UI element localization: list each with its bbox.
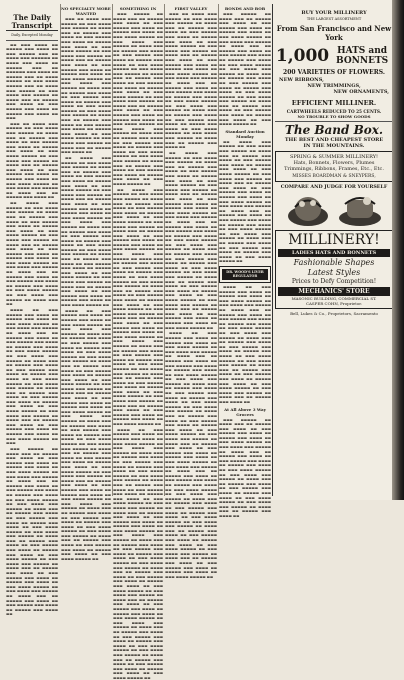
masthead-title: The Daily Transcript xyxy=(6,14,58,31)
text-block: ▬▬ ▬▬▬ ▬▬▬▬ ▬▬ ▬▬▬▬▬ ▬▬▬ ▬▬▬▬ ▬▬ ▬▬▬ ▬▬▬▬▬ ▬▬▬ ▬▬ ▬▬▬▬ ▬▬▬ ▬▬▬▬▬▬ ▬▬ ▬▬▬▬ ▬▬▬ ▬▬▬▬ ▬▬ ▬▬▬▬▬ ▬▬▬ ▬▬ ▬▬▬▬▬▬ ▬▬▬ ▬▬▬▬ ▬▬ ▬▬▬▬▬ ▬▬▬ ▬▬ ▬▬▬▬ ▬▬▬▬▬ ▬▬ ▬▬▬ ▬▬▬▬ ▬▬▬▬▬ ▬▬▬ ▬▬ ▬▬▬▬ ▬▬▬ ▬▬▬▬▬ ▬▬ ▬▬▬ ▬▬▬▬ ▬▬▬ ▬▬▬▬▬ ▬▬ ▬▬▬▬ ▬▬▬ ▬▬ ▬▬▬▬▬ ▬▬▬ ▬▬▬▬ ▬▬ ▬▬▬ ▬▬▬▬▬ ▬▬▬ ▬▬▬▬ ▬▬ ▬▬▬▬▬ ▬▬▬ ▬▬▬▬ ▬▬ ▬▬▬ xyxy=(6,42,58,121)
text-block: ▬▬▬ ▬▬ ▬▬▬▬ ▬▬▬ ▬▬▬▬▬ ▬▬ ▬▬▬ ▬▬▬▬ ▬▬▬ ▬▬▬▬▬ ▬▬ ▬▬▬▬ ▬▬▬ ▬▬ ▬▬▬▬▬ ▬▬▬ ▬▬▬▬ ▬▬ ▬▬▬ ▬▬▬▬▬ ▬▬▬ ▬▬▬▬ ▬▬ ▬▬▬▬▬ ▬▬▬ ▬▬▬▬ ▬▬ ▬▬▬ ▬▬▬▬ ▬▬▬▬▬ ▬▬ ▬▬▬ ▬▬▬▬ ▬▬▬ ▬▬▬▬▬ ▬▬ ▬▬▬▬ ▬▬▬ ▬▬ ▬▬▬▬▬ ▬▬▬ ▬▬▬▬ ▬▬ ▬▬▬ ▬▬▬▬▬ ▬▬▬ ▬▬▬▬ ▬▬ ▬▬▬▬▬ ▬▬▬ ▬▬▬▬ ▬▬ ▬▬▬ ▬▬▬▬ ▬▬▬▬▬ ▬▬ ▬▬▬ ▬▬▬▬ ▬▬▬ ▬▬▬▬▬ ▬▬ ▬▬▬▬ ▬▬▬ ▬▬ ▬▬▬▬▬ ▬▬▬ ▬▬▬▬ ▬▬ ▬▬▬ ▬▬▬▬▬ ▬▬▬ ▬▬▬▬ ▬▬ ▬▬▬▬▬ ▬▬▬ ▬▬▬▬ ▬▬ ▬▬▬ ▬▬▬▬ ▬▬▬▬▬ ▬▬ ▬▬▬ ▬▬▬▬ ▬▬▬ ▬▬▬▬▬ ▬▬ ▬▬▬▬ ▬▬▬ ▬▬ ▬▬▬▬▬ ▬▬▬ ▬▬▬▬ ▬▬ ▬▬▬ ▬▬▬▬▬ ▬▬▬ ▬▬▬▬ ▬▬ ▬▬▬▬▬ ▬▬▬ ▬▬▬▬ ▬▬ ▬▬▬ ▬▬▬▬ ▬▬▬▬▬ ▬▬ ▬▬▬ ▬▬▬▬ ▬▬▬ ▬▬▬▬▬ ▬▬ ▬▬▬▬ ▬▬▬ ▬▬ ▬▬▬▬▬ ▬▬▬ ▬▬▬▬ ▬▬ xyxy=(165,12,217,150)
section-heading: At All Above 3 Way Grocers xyxy=(224,406,266,417)
millinery-ad-bottom xyxy=(275,230,393,309)
text-block: ▬▬▬ ▬▬▬▬▬ ▬▬ ▬▬▬▬ ▬▬▬ ▬▬ ▬▬▬▬▬ ▬▬▬ ▬▬▬▬ ▬▬ ▬▬▬ ▬▬▬▬▬ ▬▬▬ ▬▬▬▬ ▬▬ ▬▬▬▬▬ ▬▬▬ ▬▬▬▬ ▬▬ ▬▬▬ ▬▬▬▬ ▬▬▬▬▬ ▬▬ ▬▬▬ ▬▬▬▬ ▬▬▬ ▬▬▬▬▬ ▬▬ ▬▬▬▬ ▬▬▬ ▬▬ ▬▬▬▬▬ ▬▬▬ ▬▬▬▬ ▬▬ ▬▬▬ ▬▬▬▬▬ ▬▬▬ ▬▬▬▬ ▬▬ ▬▬▬▬▬ ▬▬▬ ▬▬▬▬ ▬▬ ▬▬▬ ▬▬▬▬ ▬▬▬▬▬ ▬▬ ▬▬▬ ▬▬▬▬ ▬▬▬ ▬▬▬▬▬ ▬▬ ▬▬▬▬ ▬▬▬ ▬▬ ▬▬▬▬▬ ▬▬▬ ▬▬▬▬ ▬▬ ▬▬▬ ▬▬▬▬▬ ▬▬▬ ▬▬▬▬ ▬▬ ▬▬▬▬▬ ▬▬▬ ▬▬▬▬ ▬▬ ▬▬▬ ▬▬▬▬ ▬▬▬▬▬ ▬▬ ▬▬▬ ▬▬▬▬ ▬▬▬ ▬▬▬▬▬ ▬▬ ▬▬▬▬ ▬▬▬ ▬▬ ▬▬▬▬▬ ▬▬▬ ▬▬▬▬ ▬▬ xyxy=(219,417,271,518)
spring-summer-title: SPRING & SUMMER MILLINERY! xyxy=(289,154,379,160)
ad-headline: BUY YOUR MILLINERY xyxy=(301,10,367,16)
text-block: ▬▬▬▬ ▬▬ ▬▬▬ ▬▬▬▬▬ ▬▬▬ ▬▬▬▬ ▬▬ ▬▬▬▬▬ ▬▬▬ ▬▬▬▬ ▬▬ ▬▬▬ ▬▬▬▬ ▬▬▬▬▬ ▬▬ ▬▬▬ ▬▬▬▬ ▬▬▬ ▬▬▬▬▬ ▬▬ ▬▬▬▬ ▬▬▬ ▬▬ ▬▬▬▬▬ ▬▬▬ ▬▬▬▬ ▬▬ ▬▬▬ ▬▬▬▬▬ ▬▬▬ ▬▬▬▬ ▬▬ ▬▬▬▬▬ ▬▬▬ ▬▬▬▬ ▬▬ ▬▬▬ ▬▬▬▬ ▬▬▬▬▬ ▬▬ ▬▬▬ ▬▬▬▬ ▬▬▬ ▬▬▬▬▬ ▬▬ ▬▬▬▬ ▬▬▬ ▬▬ ▬▬▬▬▬ ▬▬▬ ▬▬▬▬ ▬▬ ▬▬▬ ▬▬▬▬▬ ▬▬▬ ▬▬▬▬ ▬▬ ▬▬▬▬▬ ▬▬▬ ▬▬▬▬ ▬▬ ▬▬▬ ▬▬▬▬ ▬▬▬▬▬ ▬▬ ▬▬▬ ▬▬▬▬ ▬▬▬ ▬▬▬▬▬ ▬▬ ▬▬▬▬ ▬▬▬ ▬▬ ▬▬▬▬▬ ▬▬▬ ▬▬▬▬ ▬▬ ▬▬▬ ▬▬▬▬▬ ▬▬▬ ▬▬▬▬ ▬▬ ▬▬▬▬▬ ▬▬▬ ▬▬▬▬ ▬▬ ▬▬▬ ▬▬▬▬ ▬▬▬▬▬ ▬▬ ▬▬▬ ▬▬▬▬ ▬▬▬ ▬▬▬▬▬ ▬▬ ▬▬▬▬ ▬▬▬ ▬▬ ▬▬▬▬▬ ▬▬▬ ▬▬▬▬ ▬▬ xyxy=(219,285,271,404)
ad-cities: From San Francisco and New York xyxy=(276,24,392,42)
text-block: ▬▬ ▬▬▬▬ ▬▬▬ ▬▬▬▬▬ ▬▬ ▬▬▬ ▬▬▬▬ ▬▬▬ ▬▬▬▬▬ ▬▬ ▬▬▬▬ ▬▬▬ ▬▬ ▬▬▬▬▬ ▬▬▬ ▬▬▬▬ ▬▬ ▬▬▬ ▬▬▬▬▬ ▬▬▬ ▬▬▬▬ ▬▬ ▬▬▬▬▬ ▬▬▬ ▬▬▬▬ ▬▬ ▬▬▬ ▬▬▬▬ ▬▬▬▬▬ ▬▬ ▬▬▬ ▬▬▬▬ ▬▬▬ ▬▬▬▬▬ ▬▬ ▬▬▬▬ ▬▬▬ ▬▬ ▬▬▬▬▬ ▬▬▬ ▬▬▬▬ ▬▬ ▬▬▬ ▬▬▬▬▬ ▬▬▬ ▬▬▬▬ ▬▬ ▬▬▬▬▬ ▬▬▬ ▬▬▬▬ ▬▬ ▬▬▬ ▬▬▬▬ ▬▬▬▬▬ ▬▬ ▬▬▬ ▬▬▬▬ ▬▬▬ ▬▬▬▬▬ ▬▬ ▬▬▬▬ ▬▬▬ ▬▬ ▬▬▬▬▬ ▬▬▬ ▬▬▬▬ ▬▬ ▬▬▬ ▬▬▬▬▬ ▬▬▬ ▬▬▬▬ ▬▬ ▬▬▬▬▬ ▬▬▬ ▬▬▬▬ ▬▬ ▬▬▬ ▬▬▬▬ ▬▬▬▬▬ ▬▬ ▬▬▬ ▬▬▬▬ ▬▬▬ ▬▬▬▬▬ ▬▬ ▬▬▬▬ ▬▬▬ ▬▬ xyxy=(6,201,58,307)
latest-styles: Latest Styles xyxy=(307,268,361,277)
spring-hats: Hats, Bonnets, Flowers, Plumes xyxy=(293,160,375,166)
compare-text: COMPARE AND JUDGE FOR YOURSELF xyxy=(280,184,388,190)
column-3 xyxy=(112,4,163,680)
text-block: ▬▬ ▬▬▬▬ ▬▬▬ ▬▬▬▬▬ ▬▬ ▬▬▬ ▬▬▬▬ ▬▬▬ ▬▬▬▬▬ ▬▬ ▬▬▬▬ ▬▬▬ ▬▬ ▬▬▬▬▬ ▬▬▬ ▬▬▬▬ ▬▬ ▬▬▬ ▬▬▬▬▬ ▬▬▬ ▬▬▬▬ ▬▬ ▬▬▬▬▬ ▬▬▬ ▬▬▬▬ ▬▬ ▬▬▬ ▬▬▬▬ ▬▬▬▬▬ ▬▬ ▬▬▬ ▬▬▬▬ ▬▬▬ ▬▬▬▬▬ ▬▬ ▬▬▬▬ ▬▬▬ ▬▬ ▬▬▬▬▬ ▬▬▬ ▬▬▬▬ ▬▬ ▬▬▬ ▬▬▬▬▬ ▬▬▬ ▬▬▬▬ ▬▬ ▬▬▬▬▬ ▬▬▬ ▬▬▬▬ ▬▬ ▬▬▬ ▬▬▬▬ ▬▬▬▬▬ ▬▬ ▬▬▬ ▬▬▬▬ ▬▬▬ ▬▬▬▬▬ ▬▬ ▬▬▬▬ ▬▬▬ ▬▬ ▬▬▬▬▬ ▬▬▬ ▬▬▬▬ ▬▬ ▬▬▬ ▬▬▬▬▬ ▬▬▬ ▬▬▬▬ ▬▬ ▬▬▬▬▬ ▬▬▬ ▬▬▬▬ ▬▬ ▬▬▬ ▬▬▬▬ ▬▬▬▬▬ ▬▬ ▬▬▬ ▬▬▬▬ ▬▬▬ ▬▬▬▬▬ ▬▬ ▬▬▬▬ ▬▬▬ ▬▬ ▬▬▬▬▬ ▬▬▬ ▬▬▬▬ ▬▬ ▬▬▬ ▬▬▬▬▬ ▬▬▬ ▬▬▬▬ ▬▬ ▬▬▬▬▬ ▬▬▬ ▬▬▬▬ ▬▬ ▬▬▬ ▬▬▬▬ ▬▬▬▬▬ ▬▬ ▬▬▬ ▬▬▬▬ ▬▬▬ ▬▬▬▬▬ ▬▬ ▬▬▬▬ ▬▬▬ ▬▬ ▬▬▬▬▬ ▬▬▬ ▬▬▬▬ ▬▬ ▬▬▬ ▬▬▬▬▬ ▬▬▬ ▬▬▬▬ ▬▬ ▬▬▬▬▬ ▬▬▬ ▬▬▬▬ ▬▬ ▬▬▬ ▬▬▬▬ ▬▬▬▬▬ ▬▬ ▬▬▬ ▬▬▬▬ ▬▬▬ ▬▬▬▬▬ ▬▬ ▬▬▬▬ ▬▬▬ ▬▬ ▬▬▬▬▬ ▬▬▬ ▬▬▬▬ ▬▬ ▬▬▬ ▬▬▬▬▬ ▬▬▬ ▬▬▬▬ ▬▬ ▬▬▬▬▬ ▬▬▬ ▬▬▬▬ ▬▬ ▬▬▬ ▬▬▬▬ ▬▬▬▬▬ ▬▬ xyxy=(165,151,217,330)
spring-trimmings: Trimmings, Ribbons, Frames, Etc., Etc. xyxy=(284,166,384,172)
text-block: ▬▬▬▬ ▬▬ ▬▬▬ ▬▬▬▬▬ ▬▬▬ ▬▬▬▬ ▬▬ ▬▬▬▬▬ ▬▬▬ ▬▬▬▬ ▬▬ ▬▬▬ ▬▬▬▬ ▬▬▬▬▬ ▬▬ ▬▬▬ ▬▬▬▬ ▬▬▬ ▬▬▬▬▬ ▬▬ ▬▬▬▬ ▬▬▬ ▬▬ ▬▬▬▬▬ ▬▬▬ ▬▬▬▬ ▬▬ ▬▬▬ ▬▬▬▬▬ ▬▬▬ ▬▬▬▬ ▬▬ ▬▬▬▬▬ ▬▬▬ ▬▬▬▬ ▬▬ ▬▬▬ ▬▬▬▬ ▬▬▬▬▬ ▬▬ ▬▬▬ ▬▬▬▬ ▬▬▬ ▬▬▬▬▬ ▬▬ ▬▬▬▬ ▬▬▬ ▬▬ ▬▬▬▬▬ ▬▬▬ ▬▬▬▬ ▬▬ ▬▬▬ ▬▬▬▬▬ ▬▬▬ ▬▬▬▬ ▬▬ ▬▬▬▬▬ ▬▬▬ ▬▬▬▬ ▬▬ ▬▬▬ ▬▬▬▬ ▬▬▬▬▬ ▬▬ ▬▬▬ ▬▬▬▬ ▬▬▬ ▬▬▬▬▬ ▬▬ ▬▬▬▬ ▬▬▬ ▬▬ ▬▬▬▬▬ ▬▬▬ ▬▬▬▬ ▬▬ ▬▬▬ ▬▬▬▬▬ ▬▬▬ ▬▬▬▬ ▬▬ ▬▬▬▬▬ ▬▬▬ ▬▬▬▬ ▬▬ ▬▬▬ ▬▬▬▬ ▬▬▬▬▬ ▬▬ ▬▬▬ ▬▬▬▬ ▬▬▬ ▬▬▬▬▬ ▬▬ ▬▬▬▬ ▬▬▬ ▬▬ ▬▬▬▬▬ ▬▬▬ ▬▬▬▬ ▬▬ ▬▬▬ ▬▬▬▬▬ ▬▬▬ ▬▬▬▬ ▬▬ ▬▬▬▬▬ ▬▬▬ ▬▬▬▬ ▬▬ ▬▬▬ ▬▬▬▬ ▬▬▬▬▬ ▬▬ ▬▬▬ ▬▬▬▬ ▬▬▬ ▬▬▬▬▬ ▬▬ ▬▬▬▬ ▬▬▬ ▬▬ ▬▬▬▬▬ ▬▬▬ ▬▬▬▬ ▬▬ ▬▬▬ ▬▬▬▬▬ ▬▬▬ ▬▬▬▬ ▬▬ ▬▬▬▬▬ ▬▬▬ ▬▬▬▬ ▬▬ ▬▬▬ ▬▬▬▬ ▬▬▬▬▬ ▬▬ ▬▬▬ ▬▬▬▬ ▬▬▬ ▬▬▬▬▬ ▬▬ ▬▬▬▬ ▬▬▬ ▬▬ ▬▬▬▬▬ ▬▬▬ ▬▬▬▬ ▬▬ ▬▬▬ ▬▬▬▬▬ ▬▬▬ ▬▬▬▬ ▬▬ ▬▬▬▬▬ ▬▬▬ ▬▬▬▬ ▬▬ ▬▬▬ ▬▬▬▬ ▬▬▬▬▬ ▬▬ ▬▬▬ ▬▬▬▬ ▬▬▬ ▬▬▬▬▬ ▬▬ ▬▬▬▬ ▬▬▬ ▬▬ ▬▬▬▬▬ ▬▬▬ ▬▬▬▬ ▬▬ ▬▬▬ ▬▬▬▬▬ ▬▬▬ ▬▬▬▬ ▬▬ ▬▬▬▬▬ ▬▬▬ ▬▬▬▬ ▬▬ ▬▬▬ ▬▬▬▬ ▬▬▬▬▬ ▬▬ ▬▬▬ ▬▬▬▬ ▬▬▬ ▬▬▬▬▬ ▬▬ ▬▬▬▬ ▬▬▬ ▬▬ ▬▬▬▬▬ ▬▬▬ ▬▬▬▬ ▬▬ ▬▬▬ ▬▬▬▬▬ ▬▬▬ ▬▬▬▬ ▬▬ ▬▬▬▬▬ ▬▬▬ ▬▬▬▬ ▬▬ ▬▬▬ ▬▬▬▬ ▬▬▬▬▬ ▬▬ xyxy=(61,308,111,561)
ad-varieties: 200 VARIETIES OF FLOWERS. xyxy=(283,69,385,76)
spring-boardman: MISSES BOARDMAN & SNEYPERS, xyxy=(292,174,376,179)
column-heading: FIRST VALLEY xyxy=(174,6,208,11)
dr-wood-ad xyxy=(219,266,271,283)
band-box-ad xyxy=(275,124,393,149)
ad-number: 1,000 xyxy=(275,46,330,66)
text-block: ▬▬▬ ▬▬▬▬▬ ▬▬ ▬▬▬▬ ▬▬▬ ▬▬ ▬▬▬▬▬ ▬▬▬ ▬▬▬▬ ▬▬ ▬▬▬ ▬▬▬▬▬ ▬▬▬ ▬▬▬▬ ▬▬ ▬▬▬▬▬ ▬▬▬ ▬▬▬▬ ▬▬ ▬▬▬ ▬▬▬▬ ▬▬▬▬▬ ▬▬ ▬▬▬ ▬▬▬▬ ▬▬▬ ▬▬▬▬▬ ▬▬ ▬▬▬▬ ▬▬▬ ▬▬ ▬▬▬▬▬ ▬▬▬ ▬▬▬▬ ▬▬ ▬▬▬ ▬▬▬▬▬ ▬▬▬ ▬▬▬▬ ▬▬ ▬▬▬▬▬ ▬▬▬ ▬▬▬▬ ▬▬ ▬▬▬ ▬▬▬▬ ▬▬▬▬▬ ▬▬ ▬▬▬ ▬▬▬▬ ▬▬▬ ▬▬▬▬▬ ▬▬ ▬▬▬▬ ▬▬▬ ▬▬ ▬▬▬▬▬ ▬▬▬ ▬▬▬▬ ▬▬ ▬▬▬ ▬▬▬▬▬ ▬▬▬ ▬▬▬▬ ▬▬ ▬▬▬▬▬ ▬▬▬ ▬▬▬▬ ▬▬ ▬▬▬ ▬▬▬▬ ▬▬▬▬▬ ▬▬ ▬▬▬ ▬▬▬▬ ▬▬▬ ▬▬▬▬▬ ▬▬ ▬▬▬▬ ▬▬▬ ▬▬ ▬▬▬▬▬ ▬▬▬ ▬▬▬▬ ▬▬ ▬▬▬ ▬▬▬▬▬ ▬▬▬ ▬▬▬▬ ▬▬ ▬▬▬▬▬ ▬▬▬ ▬▬▬▬ ▬▬ ▬▬▬ ▬▬▬▬ ▬▬▬▬▬ ▬▬ xyxy=(219,12,271,127)
column-1 xyxy=(6,4,58,617)
ad-trimmings: NEW TRIMMINGS, xyxy=(307,83,361,89)
masthead-subtitle: Daily, Excepted Monday xyxy=(11,33,53,37)
band-box-title: The Band Box. xyxy=(284,123,384,137)
column-heading: NO SPECIALTY MORE WANTED xyxy=(61,6,111,16)
text-block: ▬▬ ▬▬▬▬ ▬▬▬ ▬▬▬▬▬ ▬▬ ▬▬▬ ▬▬▬▬ ▬▬▬ ▬▬▬▬▬ ▬▬ ▬▬▬▬ ▬▬▬ ▬▬ ▬▬▬▬▬ ▬▬▬ ▬▬▬▬ ▬▬ ▬▬▬ ▬▬▬▬▬ ▬▬▬ ▬▬▬▬ ▬▬ ▬▬▬▬▬ ▬▬▬ ▬▬▬▬ ▬▬ ▬▬▬ ▬▬▬▬ ▬▬▬▬▬ ▬▬ ▬▬▬ ▬▬▬▬ ▬▬▬ ▬▬▬▬▬ ▬▬ ▬▬▬▬ ▬▬▬ ▬▬ ▬▬▬▬▬ ▬▬▬ ▬▬▬▬ ▬▬ ▬▬▬ ▬▬▬▬▬ ▬▬▬ ▬▬▬▬ ▬▬ ▬▬▬▬▬ ▬▬▬ ▬▬▬▬ ▬▬ ▬▬▬ ▬▬▬▬ ▬▬▬▬▬ ▬▬ ▬▬▬ ▬▬▬▬ ▬▬▬ ▬▬▬▬▬ ▬▬ ▬▬▬▬ ▬▬▬ ▬▬ ▬▬▬▬▬ ▬▬▬ ▬▬▬▬ ▬▬ ▬▬▬ ▬▬▬▬▬ ▬▬▬ ▬▬▬▬ ▬▬ ▬▬▬▬▬ ▬▬▬ ▬▬▬▬ ▬▬ ▬▬▬ ▬▬▬▬ ▬▬▬▬▬ ▬▬ ▬▬▬ ▬▬▬▬ ▬▬▬ ▬▬▬▬▬ ▬▬ ▬▬▬▬ ▬▬▬ ▬▬ ▬▬▬▬▬ ▬▬▬ ▬▬▬▬ ▬▬ ▬▬▬ ▬▬▬▬▬ ▬▬▬ ▬▬▬▬ ▬▬ ▬▬▬▬▬ ▬▬▬ ▬▬▬▬ ▬▬ ▬▬▬ ▬▬▬▬ ▬▬▬▬▬ ▬▬ ▬▬▬ ▬▬▬▬ ▬▬▬ ▬▬▬▬▬ ▬▬ ▬▬▬▬ ▬▬▬ ▬▬ ▬▬▬▬▬ ▬▬▬ ▬▬▬▬ ▬▬ ▬▬▬ ▬▬▬▬▬ ▬▬▬ ▬▬▬▬ ▬▬ ▬▬▬▬▬ ▬▬▬ ▬▬▬▬ ▬▬ ▬▬▬ ▬▬▬▬ ▬▬▬▬▬ ▬▬ ▬▬▬ ▬▬▬▬ ▬▬▬ ▬▬▬▬▬ ▬▬ ▬▬▬▬ ▬▬▬ ▬▬ ▬▬▬▬▬ ▬▬▬ ▬▬▬▬ ▬▬ ▬▬▬ ▬▬▬▬▬ ▬▬▬ ▬▬▬▬ ▬▬ ▬▬▬▬▬ ▬▬▬ ▬▬▬▬ ▬▬ ▬▬▬ ▬▬▬▬ ▬▬▬▬▬ ▬▬ ▬▬▬ ▬▬▬▬ ▬▬▬ ▬▬▬▬▬ ▬▬ ▬▬▬▬ ▬▬▬ ▬▬ ▬▬▬▬▬ ▬▬▬ ▬▬▬▬ ▬▬ ▬▬▬ ▬▬▬▬▬ ▬▬▬ ▬▬▬▬ ▬▬ ▬▬▬▬▬ ▬▬▬ ▬▬▬▬ ▬▬ ▬▬▬ ▬▬▬▬ ▬▬▬▬▬ ▬▬ ▬▬▬ ▬▬▬▬ ▬▬▬ ▬▬▬▬▬ ▬▬ ▬▬▬▬ ▬▬▬ ▬▬ ▬▬▬▬▬ ▬▬▬ ▬▬▬▬ ▬▬ ▬▬▬ ▬▬▬▬▬ ▬▬▬ ▬▬▬▬ ▬▬ ▬▬▬▬▬ ▬▬▬ ▬▬▬▬ ▬▬ ▬▬▬ ▬▬▬▬ ▬▬▬▬▬ ▬▬ xyxy=(113,187,163,427)
prices-defy: Prices to Defy Competition! xyxy=(291,278,377,285)
text-block: ▬▬▬ ▬▬ ▬▬▬▬ ▬▬▬ ▬▬▬▬▬ ▬▬ ▬▬▬ ▬▬▬▬ ▬▬▬ ▬▬▬▬▬ ▬▬ ▬▬▬▬ ▬▬▬ ▬▬ ▬▬▬▬▬ ▬▬▬ ▬▬▬▬ ▬▬ ▬▬▬ ▬▬▬▬▬ ▬▬▬ ▬▬▬▬ ▬▬ ▬▬▬▬▬ ▬▬▬ ▬▬▬▬ ▬▬ ▬▬▬ ▬▬▬▬ ▬▬▬▬▬ ▬▬ ▬▬▬ ▬▬▬▬ ▬▬▬ ▬▬▬▬▬ ▬▬ ▬▬▬▬ ▬▬▬ ▬▬ ▬▬▬▬▬ ▬▬▬ ▬▬▬▬ ▬▬ ▬▬▬ ▬▬▬▬▬ ▬▬▬ ▬▬▬▬ ▬▬ ▬▬▬▬▬ ▬▬▬ ▬▬▬▬ ▬▬ ▬▬▬ ▬▬▬▬ ▬▬▬▬▬ ▬▬ ▬▬▬ ▬▬▬▬ ▬▬▬ ▬▬▬▬▬ ▬▬ ▬▬▬▬ ▬▬▬ ▬▬ ▬▬▬▬▬ ▬▬▬ ▬▬▬▬ ▬▬ xyxy=(6,121,58,200)
ad-line: THE LARGEST ASSORTMENT xyxy=(306,17,362,21)
spring-summer-ad xyxy=(275,151,393,182)
millinery-ad-top xyxy=(275,10,393,119)
band-box-best: THE BEST AND CHEAPEST STORE xyxy=(284,137,384,143)
ad-ribbons: NEW RIBBONS, xyxy=(279,77,324,83)
ad-hats: HATS and BONNETS xyxy=(336,46,389,66)
millinery-big: MILLINERY! xyxy=(288,232,380,248)
ad-efficient: EFFICIENT MILLINER. xyxy=(291,99,377,107)
column-2 xyxy=(60,4,111,561)
page-binding-edge xyxy=(392,0,404,500)
text-block: ▬▬▬ ▬▬ ▬▬▬▬ ▬▬▬ ▬▬▬▬▬ ▬▬ ▬▬▬ ▬▬▬▬ ▬▬▬ ▬▬▬▬▬ ▬▬ ▬▬▬▬ ▬▬▬ ▬▬ ▬▬▬▬▬ ▬▬▬ ▬▬▬▬ ▬▬ ▬▬▬ ▬▬▬▬▬ ▬▬▬ ▬▬▬▬ ▬▬ ▬▬▬▬▬ ▬▬▬ ▬▬▬▬ ▬▬ ▬▬▬ ▬▬▬▬ ▬▬▬▬▬ ▬▬ ▬▬▬ ▬▬▬▬ ▬▬▬ ▬▬▬▬▬ ▬▬ ▬▬▬▬ ▬▬▬ ▬▬ ▬▬▬▬▬ ▬▬▬ ▬▬▬▬ ▬▬ ▬▬▬ ▬▬▬▬▬ ▬▬▬ ▬▬▬▬ ▬▬ ▬▬▬▬▬ ▬▬▬ ▬▬▬▬ ▬▬ ▬▬▬ ▬▬▬▬ ▬▬▬▬▬ ▬▬ ▬▬▬ ▬▬▬▬ ▬▬▬ ▬▬▬▬▬ ▬▬ ▬▬▬▬ ▬▬▬ ▬▬ ▬▬▬▬▬ ▬▬▬ ▬▬▬▬ ▬▬ ▬▬▬ ▬▬▬▬▬ ▬▬▬ ▬▬▬▬ ▬▬ ▬▬▬▬▬ ▬▬▬ ▬▬▬▬ ▬▬ ▬▬▬ ▬▬▬▬ ▬▬▬▬▬ ▬▬ ▬▬▬ ▬▬▬▬ ▬▬▬ ▬▬▬▬▬ ▬▬ ▬▬▬▬ ▬▬▬ ▬▬ ▬▬▬▬▬ ▬▬▬ ▬▬▬▬ ▬▬ ▬▬▬ ▬▬▬▬▬ ▬▬▬ ▬▬▬▬ ▬▬ ▬▬▬▬▬ ▬▬▬ ▬▬▬▬ ▬▬ ▬▬▬ ▬▬▬▬ ▬▬▬▬▬ ▬▬ ▬▬▬ ▬▬▬▬ ▬▬▬ ▬▬▬▬▬ ▬▬ ▬▬▬▬ ▬▬▬ ▬▬ ▬▬▬▬▬ ▬▬▬ ▬▬▬▬ ▬▬ xyxy=(61,17,111,155)
ad-ornaments: NEW ORNAMENTS, xyxy=(333,89,389,95)
masonic-building: MASONIC BUILDING, COMMERCIAL ST. xyxy=(291,296,377,301)
column-4 xyxy=(164,4,217,579)
text-block: ▬▬▬▬ ▬▬ ▬▬▬ ▬▬▬▬▬ ▬▬▬ ▬▬▬▬ ▬▬ ▬▬▬▬▬ ▬▬▬ ▬▬▬▬ ▬▬ ▬▬▬ ▬▬▬▬ ▬▬▬▬▬ ▬▬ ▬▬▬ ▬▬▬▬ ▬▬▬ ▬▬▬▬▬ ▬▬ ▬▬▬▬ ▬▬▬ ▬▬ ▬▬▬▬▬ ▬▬▬ ▬▬▬▬ ▬▬ ▬▬▬ ▬▬▬▬▬ ▬▬▬ ▬▬▬▬ ▬▬ ▬▬▬▬▬ ▬▬▬ ▬▬▬▬ ▬▬ ▬▬▬ ▬▬▬▬ ▬▬▬▬▬ ▬▬ ▬▬▬ ▬▬▬▬ ▬▬▬ ▬▬▬▬▬ ▬▬ ▬▬▬▬ ▬▬▬ ▬▬ ▬▬▬▬▬ ▬▬▬ ▬▬▬▬ ▬▬ ▬▬▬ ▬▬▬▬▬ ▬▬▬ ▬▬▬▬ ▬▬ ▬▬▬▬▬ ▬▬▬ ▬▬▬▬ ▬▬ ▬▬▬ ▬▬▬▬ ▬▬▬▬▬ ▬▬ ▬▬▬ ▬▬▬▬ ▬▬▬ ▬▬▬▬▬ ▬▬ ▬▬▬▬ ▬▬▬ ▬▬ ▬▬▬▬▬ ▬▬▬ ▬▬▬▬ ▬▬ ▬▬▬ ▬▬▬▬▬ ▬▬▬ ▬▬▬▬ ▬▬ ▬▬▬▬▬ ▬▬▬ ▬▬▬▬ ▬▬ ▬▬▬ ▬▬▬▬ ▬▬▬▬▬ ▬▬ ▬▬▬ ▬▬▬▬ ▬▬▬ ▬▬▬▬▬ ▬▬ ▬▬▬▬ ▬▬▬ ▬▬ ▬▬▬▬▬ ▬▬▬ ▬▬▬▬ ▬▬ ▬▬▬ ▬▬▬▬▬ ▬▬▬ ▬▬▬▬ ▬▬ ▬▬▬▬▬ ▬▬▬ ▬▬▬▬ ▬▬ ▬▬▬ ▬▬▬▬ ▬▬▬▬▬ ▬▬ ▬▬▬ xyxy=(6,308,58,446)
bonnet-illustration xyxy=(285,192,331,228)
text-block: ▬▬ ▬▬▬▬ ▬▬▬ ▬▬▬▬▬ ▬▬ ▬▬▬ ▬▬▬▬ ▬▬▬ ▬▬▬▬▬ ▬▬ ▬▬▬▬ ▬▬▬ ▬▬ ▬▬▬▬▬ ▬▬▬ ▬▬▬▬ ▬▬ ▬▬▬ ▬▬▬▬▬ ▬▬▬ ▬▬▬▬ ▬▬ ▬▬▬▬▬ ▬▬▬ ▬▬▬▬ ▬▬ ▬▬▬ ▬▬▬▬ ▬▬▬▬▬ ▬▬ ▬▬▬ ▬▬▬▬ ▬▬▬ ▬▬▬▬▬ ▬▬ ▬▬▬▬ ▬▬▬ ▬▬ ▬▬▬▬▬ ▬▬▬ ▬▬▬▬ ▬▬ ▬▬▬ ▬▬▬▬▬ ▬▬▬ ▬▬▬▬ ▬▬ ▬▬▬▬▬ ▬▬▬ ▬▬▬▬ ▬▬ ▬▬▬ ▬▬▬▬ ▬▬▬▬▬ ▬▬ ▬▬▬ ▬▬▬▬ ▬▬▬ ▬▬▬▬▬ ▬▬ ▬▬▬▬ ▬▬▬ ▬▬ ▬▬▬▬▬ ▬▬▬ ▬▬▬▬ ▬▬ ▬▬▬ ▬▬▬▬▬ ▬▬▬ ▬▬▬▬ ▬▬ ▬▬▬▬▬ ▬▬▬ ▬▬▬▬ ▬▬ ▬▬▬ ▬▬▬▬ ▬▬▬▬▬ ▬▬ ▬▬▬ ▬▬▬▬ ▬▬▬ ▬▬▬▬▬ ▬▬ ▬▬▬▬ ▬▬▬ ▬▬ ▬▬▬▬▬ ▬▬▬ ▬▬▬▬ ▬▬ ▬▬▬ ▬▬▬▬▬ ▬▬▬ ▬▬▬▬ ▬▬ ▬▬▬▬▬ ▬▬▬ ▬▬▬▬ ▬▬ ▬▬▬ ▬▬▬▬ ▬▬▬▬▬ ▬▬ ▬▬▬ ▬▬▬▬ ▬▬▬ ▬▬▬▬▬ ▬▬ ▬▬▬▬ ▬▬▬ ▬▬ ▬▬▬▬▬ ▬▬▬ ▬▬▬▬ ▬▬ ▬▬▬ ▬▬▬▬▬ ▬▬▬ ▬▬▬▬ ▬▬ ▬▬▬▬▬ ▬▬▬ ▬▬▬▬ ▬▬ ▬▬▬ ▬▬▬▬ ▬▬▬▬▬ ▬▬ xyxy=(61,156,111,307)
band-box-mountains: IN THE MOUNTAINS. xyxy=(303,143,365,149)
mechanics-store: MECHANICS' STORE xyxy=(278,287,390,296)
advertisement-column xyxy=(272,4,393,496)
divider xyxy=(6,40,58,41)
bell-lukes: Bell, Lukes & Co., Proprietors, Sacramento xyxy=(290,311,378,316)
hat-illustration xyxy=(337,192,383,228)
ladies-hats: LADIES HATS AND BONNETS xyxy=(278,249,390,257)
column-heading: BONDS AND BOB xyxy=(224,6,266,11)
text-block: ▬▬▬ ▬▬▬▬▬ ▬▬ ▬▬▬▬ ▬▬▬ ▬▬ ▬▬▬▬▬ ▬▬▬ ▬▬▬▬ ▬▬ ▬▬▬ ▬▬▬▬▬ ▬▬▬ ▬▬▬▬ ▬▬ ▬▬▬▬▬ ▬▬▬ ▬▬▬▬ ▬▬ ▬▬▬ ▬▬▬▬ ▬▬▬▬▬ ▬▬ ▬▬▬ ▬▬▬▬ ▬▬▬ ▬▬▬▬▬ ▬▬ ▬▬▬▬ ▬▬▬ ▬▬ ▬▬▬▬▬ ▬▬▬ ▬▬▬▬ ▬▬ ▬▬▬ ▬▬▬▬▬ ▬▬▬ ▬▬▬▬ ▬▬ ▬▬▬▬▬ ▬▬▬ ▬▬▬▬ ▬▬ ▬▬▬ ▬▬▬▬ ▬▬▬▬▬ ▬▬ ▬▬▬ ▬▬▬▬ ▬▬▬ ▬▬▬▬▬ ▬▬ ▬▬▬▬ ▬▬▬ ▬▬ ▬▬▬▬▬ ▬▬▬ ▬▬▬▬ ▬▬ ▬▬▬ ▬▬▬▬▬ ▬▬▬ ▬▬▬▬ ▬▬ ▬▬▬▬▬ ▬▬▬ ▬▬▬▬ ▬▬ ▬▬▬ ▬▬▬▬ ▬▬▬▬▬ ▬▬ ▬▬▬ ▬▬▬▬ ▬▬▬ ▬▬▬▬▬ ▬▬ ▬▬▬▬ ▬▬▬ ▬▬ ▬▬▬▬▬ ▬▬▬ ▬▬▬▬ ▬▬ ▬▬▬ ▬▬▬▬▬ ▬▬▬ ▬▬▬▬ ▬▬ ▬▬▬▬▬ ▬▬▬ ▬▬▬▬ ▬▬ ▬▬▬ ▬▬▬▬ ▬▬▬▬▬ ▬▬ ▬▬▬ ▬▬▬▬ ▬▬▬ ▬▬▬▬▬ ▬▬ ▬▬▬▬ ▬▬▬ ▬▬ ▬▬▬▬▬ ▬▬▬ ▬▬▬▬ ▬▬ ▬▬▬ ▬▬▬▬▬ ▬▬▬ ▬▬▬▬ ▬▬ ▬▬▬▬▬ ▬▬▬ ▬▬▬▬ ▬▬ ▬▬▬ ▬▬▬▬ ▬▬▬▬▬ ▬▬ ▬▬▬ ▬▬▬▬ ▬▬▬ ▬▬▬▬▬ ▬▬ ▬▬▬▬ ▬▬▬ ▬▬ ▬▬▬▬▬ ▬▬▬ ▬▬▬▬ ▬▬ ▬▬▬ ▬▬▬▬▬ ▬▬▬ ▬▬▬▬ ▬▬ ▬▬▬▬▬ ▬▬▬ ▬▬▬▬ ▬▬ ▬▬▬ ▬▬▬▬ ▬▬▬▬▬ ▬▬ xyxy=(113,12,163,186)
text-block: ▬▬▬ ▬▬▬▬▬ ▬▬ ▬▬▬▬ ▬▬▬ ▬▬ ▬▬▬▬▬ ▬▬▬ ▬▬▬▬ ▬▬ ▬▬▬ ▬▬▬▬▬ ▬▬▬ ▬▬▬▬ ▬▬ ▬▬▬▬▬ ▬▬▬ ▬▬▬▬ ▬▬ ▬▬▬ ▬▬▬▬ ▬▬▬▬▬ ▬▬ ▬▬▬ ▬▬▬▬ ▬▬▬ ▬▬▬▬▬ ▬▬ ▬▬▬▬ ▬▬▬ ▬▬ ▬▬▬▬▬ ▬▬▬ ▬▬▬▬ ▬▬ ▬▬▬ ▬▬▬▬▬ ▬▬▬ ▬▬▬▬ ▬▬ ▬▬▬▬▬ ▬▬▬ ▬▬▬▬ ▬▬ ▬▬▬ ▬▬▬▬ ▬▬▬▬▬ ▬▬ ▬▬▬ ▬▬▬▬ ▬▬▬ ▬▬▬▬▬ ▬▬ ▬▬▬▬ ▬▬▬ ▬▬ ▬▬▬▬▬ ▬▬▬ ▬▬▬▬ ▬▬ ▬▬▬ ▬▬▬▬▬ ▬▬▬ ▬▬▬▬ ▬▬ ▬▬▬▬▬ ▬▬▬ ▬▬▬▬ ▬▬ ▬▬▬ ▬▬▬▬ ▬▬▬▬▬ ▬▬ ▬▬▬ ▬▬▬▬ ▬▬▬ ▬▬▬▬▬ ▬▬ ▬▬▬▬ ▬▬▬ ▬▬ ▬▬▬▬▬ ▬▬▬ ▬▬▬▬ ▬▬ ▬▬▬ ▬▬▬▬▬ ▬▬▬ ▬▬▬▬ ▬▬ ▬▬▬▬▬ ▬▬▬ ▬▬▬▬ ▬▬ ▬▬▬ ▬▬▬▬ ▬▬▬▬▬ ▬▬ ▬▬▬ ▬▬▬▬ ▬▬▬ ▬▬▬▬▬ ▬▬ ▬▬▬▬ ▬▬▬ ▬▬ ▬▬▬▬▬ ▬▬▬ ▬▬▬▬ ▬▬ ▬▬▬ ▬▬▬▬▬ ▬▬▬ ▬▬▬▬ ▬▬ ▬▬▬▬▬ ▬▬▬ ▬▬▬▬ ▬▬ ▬▬▬ ▬▬▬▬ ▬▬▬▬▬ ▬▬ ▬▬▬ ▬▬▬▬ ▬▬▬ ▬▬▬▬▬ ▬▬ ▬▬▬▬ ▬▬▬ ▬▬ ▬▬▬▬▬ ▬▬▬ ▬▬▬▬ ▬▬ ▬▬▬ ▬▬▬▬▬ ▬▬▬ ▬▬▬▬ ▬▬ ▬▬▬▬▬ ▬▬▬ ▬▬▬▬ ▬▬ xyxy=(6,447,58,617)
text-block: ▬▬▬▬ ▬▬ ▬▬▬ ▬▬▬▬▬ ▬▬▬ ▬▬▬▬ ▬▬ ▬▬▬▬▬ ▬▬▬ ▬▬▬▬ ▬▬ ▬▬▬ ▬▬▬▬ ▬▬▬▬▬ ▬▬ ▬▬▬ ▬▬▬▬ ▬▬▬ ▬▬▬▬▬ ▬▬ ▬▬▬▬ ▬▬▬ ▬▬ ▬▬▬▬▬ ▬▬▬ ▬▬▬▬ ▬▬ ▬▬▬ ▬▬▬▬▬ ▬▬▬ ▬▬▬▬ ▬▬ ▬▬▬▬▬ ▬▬▬ ▬▬▬▬ ▬▬ ▬▬▬ ▬▬▬▬ ▬▬▬▬▬ ▬▬ ▬▬▬ ▬▬▬▬ ▬▬▬ ▬▬▬▬▬ ▬▬ ▬▬▬▬ ▬▬▬ ▬▬ ▬▬▬▬▬ ▬▬▬ ▬▬▬▬ ▬▬ ▬▬▬ ▬▬▬▬▬ ▬▬▬ ▬▬▬▬ ▬▬ ▬▬▬▬▬ ▬▬▬ ▬▬▬▬ ▬▬ ▬▬▬ ▬▬▬▬ ▬▬▬▬▬ ▬▬ ▬▬▬ ▬▬▬▬ ▬▬▬ ▬▬▬▬▬ ▬▬ ▬▬▬▬ ▬▬▬ ▬▬ ▬▬▬▬▬ ▬▬▬ ▬▬▬▬ ▬▬ ▬▬▬ ▬▬▬▬▬ ▬▬▬ ▬▬▬▬ ▬▬ ▬▬▬▬▬ ▬▬▬ ▬▬▬▬ ▬▬ ▬▬▬ ▬▬▬▬ ▬▬▬▬▬ ▬▬ ▬▬▬ ▬▬▬▬ ▬▬▬ ▬▬▬▬▬ ▬▬ ▬▬▬▬ ▬▬▬ ▬▬ ▬▬▬▬▬ ▬▬▬ ▬▬▬▬ ▬▬ ▬▬▬ ▬▬▬▬▬ ▬▬▬ ▬▬▬▬ ▬▬ ▬▬▬▬▬ ▬▬▬ ▬▬▬▬ ▬▬ ▬▬▬ ▬▬▬▬ ▬▬▬▬▬ ▬▬ ▬▬▬ ▬▬▬▬ ▬▬▬ ▬▬▬▬▬ ▬▬ ▬▬▬▬ ▬▬▬ ▬▬ ▬▬▬▬▬ ▬▬▬ ▬▬▬▬ ▬▬ ▬▬▬ ▬▬▬▬▬ ▬▬▬ ▬▬▬▬ ▬▬ ▬▬▬▬▬ ▬▬▬ ▬▬▬▬ ▬▬ ▬▬▬ ▬▬▬▬ ▬▬▬▬▬ ▬▬ ▬▬▬ ▬▬▬▬ ▬▬▬ ▬▬▬▬▬ ▬▬ ▬▬▬▬ ▬▬▬ ▬▬ ▬▬▬▬▬ ▬▬▬ ▬▬▬▬ ▬▬ ▬▬▬ ▬▬▬▬▬ ▬▬▬ ▬▬▬▬ ▬▬ ▬▬▬▬▬ ▬▬▬ ▬▬▬▬ ▬▬ ▬▬▬ ▬▬▬▬ ▬▬▬▬▬ ▬▬ ▬▬▬ ▬▬▬▬ ▬▬▬ ▬▬▬▬▬ ▬▬ ▬▬▬▬ ▬▬▬ ▬▬ ▬▬▬▬▬ ▬▬▬ ▬▬▬▬ ▬▬ ▬▬▬ ▬▬▬▬▬ ▬▬▬ ▬▬▬▬ ▬▬ ▬▬▬▬▬ ▬▬▬ ▬▬▬▬ ▬▬ ▬▬▬ ▬▬▬▬ ▬▬▬▬▬ ▬▬ ▬▬▬ ▬▬▬▬ ▬▬▬ ▬▬▬▬▬ ▬▬ ▬▬▬▬ ▬▬▬ ▬▬ ▬▬▬▬▬ ▬▬▬ ▬▬▬▬ ▬▬ ▬▬▬ ▬▬▬▬▬ ▬▬▬ ▬▬▬▬ ▬▬ ▬▬▬▬▬ ▬▬▬ ▬▬▬▬ ▬▬ ▬▬▬ ▬▬▬▬ ▬▬▬▬▬ ▬▬ xyxy=(113,427,163,680)
compare-ad xyxy=(275,184,393,228)
fashionable: Fashionable Shapes xyxy=(293,258,375,267)
column-5 xyxy=(218,4,271,518)
casper-cohn: CASPER COHN, Proprietor. xyxy=(305,301,363,306)
ad-cartwheels: CARTWHEELS REDUCED TO 25 CENTS. xyxy=(286,109,382,114)
text-block: ▬▬ ▬▬▬▬ ▬▬▬ ▬▬▬▬▬ ▬▬ ▬▬▬ ▬▬▬▬ ▬▬▬ ▬▬▬▬▬ ▬▬ ▬▬▬▬ ▬▬▬ ▬▬ ▬▬▬▬▬ ▬▬▬ ▬▬▬▬ ▬▬ ▬▬▬ ▬▬▬▬▬ ▬▬▬ ▬▬▬▬ ▬▬ ▬▬▬▬▬ ▬▬▬ ▬▬▬▬ ▬▬ ▬▬▬ ▬▬▬▬ ▬▬▬▬▬ ▬▬ ▬▬▬ ▬▬▬▬ ▬▬▬ ▬▬▬▬▬ ▬▬ ▬▬▬▬ ▬▬▬ ▬▬ ▬▬▬▬▬ ▬▬▬ ▬▬▬▬ ▬▬ ▬▬▬ ▬▬▬▬▬ ▬▬▬ ▬▬▬▬ ▬▬ ▬▬▬▬▬ ▬▬▬ ▬▬▬▬ ▬▬ ▬▬▬ ▬▬▬▬ ▬▬▬▬▬ ▬▬ ▬▬▬ ▬▬▬▬ ▬▬▬ ▬▬▬▬▬ ▬▬ ▬▬▬▬ ▬▬▬ ▬▬ ▬▬▬▬▬ ▬▬▬ ▬▬▬▬ ▬▬ ▬▬▬ ▬▬▬▬▬ ▬▬▬ ▬▬▬▬ ▬▬ ▬▬▬▬▬ ▬▬▬ ▬▬▬▬ ▬▬ ▬▬▬ ▬▬▬▬ ▬▬▬▬▬ ▬▬ ▬▬▬ ▬▬▬▬ ▬▬▬ ▬▬▬▬▬ ▬▬ ▬▬▬▬ ▬▬▬ ▬▬ ▬▬▬▬▬ ▬▬▬ ▬▬▬▬ ▬▬ ▬▬▬ ▬▬▬▬▬ ▬▬▬ ▬▬▬▬ ▬▬ ▬▬▬▬▬ ▬▬▬ ▬▬▬▬ ▬▬ ▬▬▬ ▬▬▬▬ ▬▬▬▬▬ ▬▬ xyxy=(219,139,271,264)
column-heading: SOMETHING IN xyxy=(119,6,157,11)
divider xyxy=(275,121,393,122)
ad-no-trouble: NO TROUBLE TO SHOW GOODS xyxy=(297,114,371,119)
section-heading: Standard Auction Monday xyxy=(225,128,265,139)
dr-wood-title: DR. WOOD'S LIVER REGULATOR xyxy=(222,269,268,280)
text-block: ▬▬▬▬ ▬▬ ▬▬▬ ▬▬▬▬▬ ▬▬▬ ▬▬▬▬ ▬▬ ▬▬▬▬▬ ▬▬▬ ▬▬▬▬ ▬▬ ▬▬▬ ▬▬▬▬ ▬▬▬▬▬ ▬▬ ▬▬▬ ▬▬▬▬ ▬▬▬ ▬▬▬▬▬ ▬▬ ▬▬▬▬ ▬▬▬ ▬▬ ▬▬▬▬▬ ▬▬▬ ▬▬▬▬ ▬▬ ▬▬▬ ▬▬▬▬▬ ▬▬▬ ▬▬▬▬ ▬▬ ▬▬▬▬▬ ▬▬▬ ▬▬▬▬ ▬▬ ▬▬▬ ▬▬▬▬ ▬▬▬▬▬ ▬▬ ▬▬▬ ▬▬▬▬ ▬▬▬ ▬▬▬▬▬ ▬▬ ▬▬▬▬ ▬▬▬ ▬▬ ▬▬▬▬▬ ▬▬▬ ▬▬▬▬ ▬▬ ▬▬▬ ▬▬▬▬▬ ▬▬▬ ▬▬▬▬ ▬▬ ▬▬▬▬▬ ▬▬▬ ▬▬▬▬ ▬▬ ▬▬▬ ▬▬▬▬ ▬▬▬▬▬ ▬▬ ▬▬▬ ▬▬▬▬ ▬▬▬ ▬▬▬▬▬ ▬▬ ▬▬▬▬ ▬▬▬ ▬▬ ▬▬▬▬▬ ▬▬▬ ▬▬▬▬ ▬▬ ▬▬▬ ▬▬▬▬▬ ▬▬▬ ▬▬▬▬ ▬▬ ▬▬▬▬▬ ▬▬▬ ▬▬▬▬ ▬▬ ▬▬▬ ▬▬▬▬ ▬▬▬▬▬ ▬▬ ▬▬▬ ▬▬▬▬ ▬▬▬ ▬▬▬▬▬ ▬▬ ▬▬▬▬ ▬▬▬ ▬▬ ▬▬▬▬▬ ▬▬▬ ▬▬▬▬ ▬▬ ▬▬▬ ▬▬▬▬▬ ▬▬▬ ▬▬▬▬ ▬▬ ▬▬▬▬▬ ▬▬▬ ▬▬▬▬ ▬▬ ▬▬▬ ▬▬▬▬ ▬▬▬▬▬ ▬▬ ▬▬▬ ▬▬▬▬ ▬▬▬ ▬▬▬▬▬ ▬▬ ▬▬▬▬ ▬▬▬ ▬▬ ▬▬▬▬▬ ▬▬▬ ▬▬▬▬ ▬▬ ▬▬▬ ▬▬▬▬▬ ▬▬▬ ▬▬▬▬ ▬▬ ▬▬▬▬▬ ▬▬▬ ▬▬▬▬ ▬▬ ▬▬▬ ▬▬▬▬ ▬▬▬▬▬ ▬▬ ▬▬▬ ▬▬▬▬ ▬▬▬ ▬▬▬▬▬ ▬▬ ▬▬▬▬ ▬▬▬ ▬▬ ▬▬▬▬▬ ▬▬▬ ▬▬▬▬ ▬▬ ▬▬▬ ▬▬▬▬▬ ▬▬▬ ▬▬▬▬ ▬▬ ▬▬▬▬▬ ▬▬▬ ▬▬▬▬ ▬▬ ▬▬▬ ▬▬▬▬ ▬▬▬▬▬ ▬▬ ▬▬▬ ▬▬▬▬ ▬▬▬ ▬▬▬▬▬ ▬▬ ▬▬▬▬ ▬▬▬ ▬▬ ▬▬▬▬▬ ▬▬▬ ▬▬▬▬ ▬▬ ▬▬▬ ▬▬▬▬▬ ▬▬▬ ▬▬▬▬ ▬▬ ▬▬▬▬▬ ▬▬▬ ▬▬▬▬ ▬▬ ▬▬▬ ▬▬▬▬ ▬▬▬▬▬ ▬▬ ▬▬▬ ▬▬▬▬ ▬▬▬ ▬▬▬▬▬ ▬▬ ▬▬▬▬ ▬▬▬ ▬▬ ▬▬▬▬▬ ▬▬▬ ▬▬▬▬ ▬▬ ▬▬▬ ▬▬▬▬▬ ▬▬▬ ▬▬▬▬ ▬▬ ▬▬▬▬▬ ▬▬▬ ▬▬▬▬ ▬▬ ▬▬▬ ▬▬▬▬ ▬▬▬▬▬ ▬▬ xyxy=(165,331,217,579)
